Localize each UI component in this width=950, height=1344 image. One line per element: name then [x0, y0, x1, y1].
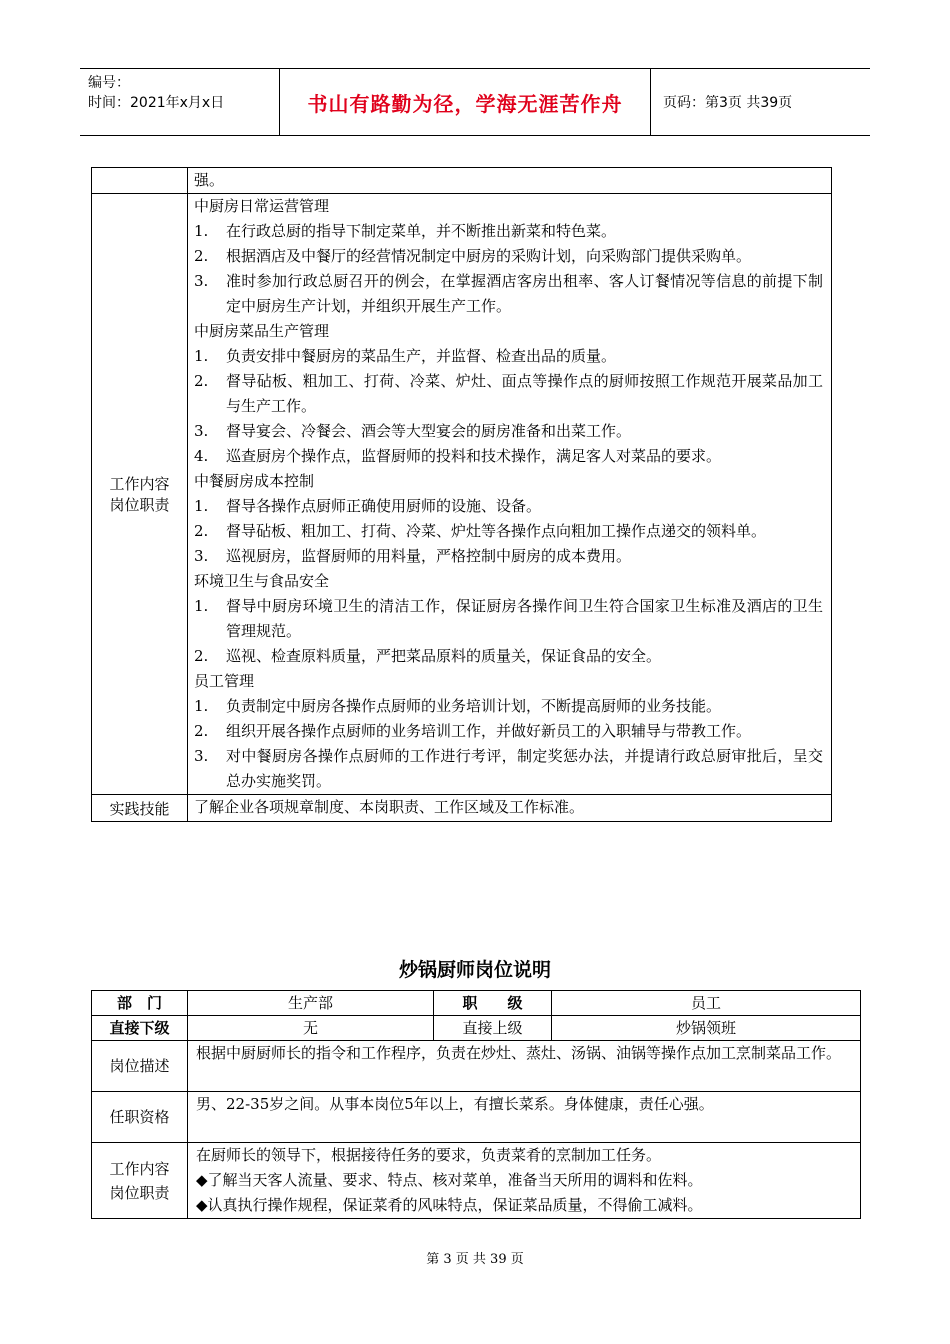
- duty-section-title: 中餐厨房成本控制: [194, 472, 315, 490]
- qual-label: 任职资格: [92, 1092, 188, 1143]
- level-label: 职 级: [434, 991, 552, 1016]
- dept-label: 部 门: [92, 991, 188, 1016]
- duty2-line: ◆了解当天客人流量、要求、特点、核对菜单，准备当天所用的调料和佐料。: [196, 1171, 703, 1189]
- duty-item-number: 3.: [194, 272, 209, 290]
- header-meta: [80, 69, 280, 135]
- header-motto: 书山有路勤为径，学海无涯苦作舟: [280, 69, 651, 135]
- duty-item: [194, 369, 823, 419]
- duties-body: [188, 194, 832, 795]
- level-value: 员工: [552, 991, 861, 1016]
- duty-item-text: 根据酒店及中餐厅的经营情况制定中厨房的采购计划，向采购部门提供采购单。: [226, 247, 752, 265]
- code-label: 编号：: [88, 75, 130, 91]
- duty-item-number: 1.: [194, 597, 209, 615]
- duty2-label-line2: 岗位职责: [109, 1183, 170, 1202]
- qual-text: 男、22-35岁之间。从事本岗位5年以上，有擅长菜系。身体健康，责任心强。: [188, 1092, 861, 1143]
- duty-item: [194, 519, 823, 544]
- duty-item-text: 巡视厨房，监督厨师的用料量，严格控制中厨房的成本费用。: [226, 547, 632, 565]
- duty-item: [194, 719, 823, 744]
- duty-item-number: 2.: [194, 647, 209, 665]
- duty-item-text: 督导砧板、粗加工、打荷、冷菜、炉灶等各操作点向粗加工操作点递交的领料单。: [226, 522, 767, 540]
- duty-item-number: 4.: [194, 447, 209, 465]
- duty-item: [194, 269, 823, 319]
- duty-item-number: 1.: [194, 697, 209, 715]
- duty2-body: [188, 1143, 861, 1219]
- duty-item-text: 负责制定中厨房各操作点厨师的业务培训计划，不断提高厨师的业务技能。: [226, 697, 722, 715]
- duty-item-text: 督导各操作点厨师正确使用厨师的设施、设备。: [226, 497, 542, 515]
- empty-cell: [92, 168, 188, 194]
- duty-item-number: 2.: [194, 372, 209, 390]
- duty-item-number: 3.: [194, 422, 209, 440]
- duty-item-number: 2.: [194, 247, 209, 265]
- duty-item-number: 1.: [194, 222, 209, 240]
- duty-item: [194, 494, 823, 519]
- duty-item: [194, 444, 823, 469]
- duty-item: [194, 419, 823, 444]
- duty-item: [194, 219, 823, 244]
- duty-item-number: 3.: [194, 747, 209, 765]
- duty2-line: ◆认真执行操作规程，保证菜肴的风味特点，保证菜品质量，不得偷工减料。: [196, 1196, 703, 1214]
- dept-row: [92, 991, 861, 1016]
- sup-label: 直接上级: [434, 1016, 552, 1041]
- duty-item-number: 1.: [194, 347, 209, 365]
- duty2-line: 在厨师长的领导下，根据接待任务的要求，负责菜肴的烹制加工任务。: [196, 1146, 662, 1164]
- duty-item: [194, 644, 823, 669]
- duties-label-line1: 工作内容: [109, 475, 170, 493]
- desc-row: [92, 1041, 861, 1092]
- reporting-row: [92, 1016, 861, 1041]
- duty-section-title: 中厨房日常运营管理: [194, 197, 330, 215]
- duty-item-number: 2.: [194, 522, 209, 540]
- duty-item-text: 在行政总厨的指导下制定菜单，并不断推出新菜和特色菜。: [226, 222, 617, 240]
- duty-item-text: 负责安排中餐厨房的菜品生产，并监督、检查出品的质量。: [226, 347, 617, 365]
- skills-text: 了解企业各项规章制度、本岗职责、工作区域及工作标准。: [188, 795, 832, 822]
- duty-item-number: 3.: [194, 547, 209, 565]
- continuation-row: [92, 168, 832, 194]
- duties-table: [91, 167, 832, 822]
- skills-label: 实践技能: [92, 795, 188, 822]
- qual-row: [92, 1092, 861, 1143]
- duty-item-text: 督导中厨房环境卫生的清洁工作，保证厨房各操作间卫生符合国家卫生标准及酒店的卫生管理规范。: [226, 597, 823, 640]
- duty-item: [194, 344, 823, 369]
- header-page-label: 页码：第3页 共39页: [663, 95, 793, 111]
- duty-section-title: 中厨房菜品生产管理: [194, 322, 330, 340]
- duty-item: [194, 694, 823, 719]
- sub-label: 直接下级: [92, 1016, 188, 1041]
- duty2-row: [92, 1143, 861, 1219]
- duty-item-text: 准时参加行政总厨召开的例会，在掌握酒店客房出租率、客人订餐情况等信息的前提下制定中厨房生产计划，并组织开展生产工作。: [226, 272, 823, 315]
- duty-item-number: 2.: [194, 722, 209, 740]
- duty-item-text: 督导砧板、粗加工、打荷、冷菜、炉灶、面点等操作点的厨师按照工作规范开展菜品加工与生产工作。: [226, 372, 823, 415]
- desc-text: 根据中厨厨师长的指令和工作程序，负责在炒灶、蒸灶、汤锅、油锅等操作点加工烹制菜品工作。: [188, 1041, 861, 1092]
- duties-label-line2: 岗位职责: [109, 496, 170, 514]
- duty-item-number: 1.: [194, 497, 209, 515]
- duty-section-title: 环境卫生与食品安全: [194, 572, 330, 590]
- duties-row: [92, 194, 832, 795]
- duty-item-text: 组织开展各操作点厨师的业务培训工作，并做好新员工的入职辅导与带教工作。: [226, 722, 752, 740]
- cook-position-table: [91, 990, 861, 1219]
- duty-item: [194, 594, 823, 644]
- duty2-label-line1: 工作内容: [109, 1159, 170, 1178]
- page-header: [80, 68, 870, 136]
- duty-section-title: 员工管理: [194, 672, 255, 690]
- duty-item-text: 对中餐厨房各操作点厨师的工作进行考评，制定奖惩办法，并提请行政总厨审批后，呈交总办实施奖罚。: [226, 747, 823, 790]
- duty-item-text: 督导宴会、冷餐会、酒会等大型宴会的厨房准备和出菜工作。: [226, 422, 632, 440]
- duty-item: [194, 244, 823, 269]
- duty-item-text: 巡查厨房个操作点，监督厨师的投料和技术操作，满足客人对菜品的要求。: [226, 447, 722, 465]
- sup-value: 炒锅领班: [552, 1016, 861, 1041]
- section-title: 炒锅厨师岗位说明: [398, 959, 551, 981]
- continuation-text: 强。: [188, 168, 832, 194]
- duties-label: [92, 194, 188, 795]
- date-label: 时间：2021年x月x日: [88, 95, 225, 111]
- duty-item-text: 巡视、检查原料质量，严把菜品原料的质量关，保证食品的安全。: [226, 647, 662, 665]
- desc-label: 岗位描述: [92, 1041, 188, 1092]
- dept-value: 生产部: [188, 991, 434, 1016]
- page-footer: 第 3 页 共 39 页: [426, 1252, 524, 1267]
- skills-row: [92, 795, 832, 822]
- sub-value: 无: [188, 1016, 434, 1041]
- duty-item: [194, 744, 823, 794]
- duty-item: [194, 544, 823, 569]
- duty2-label: [92, 1143, 188, 1219]
